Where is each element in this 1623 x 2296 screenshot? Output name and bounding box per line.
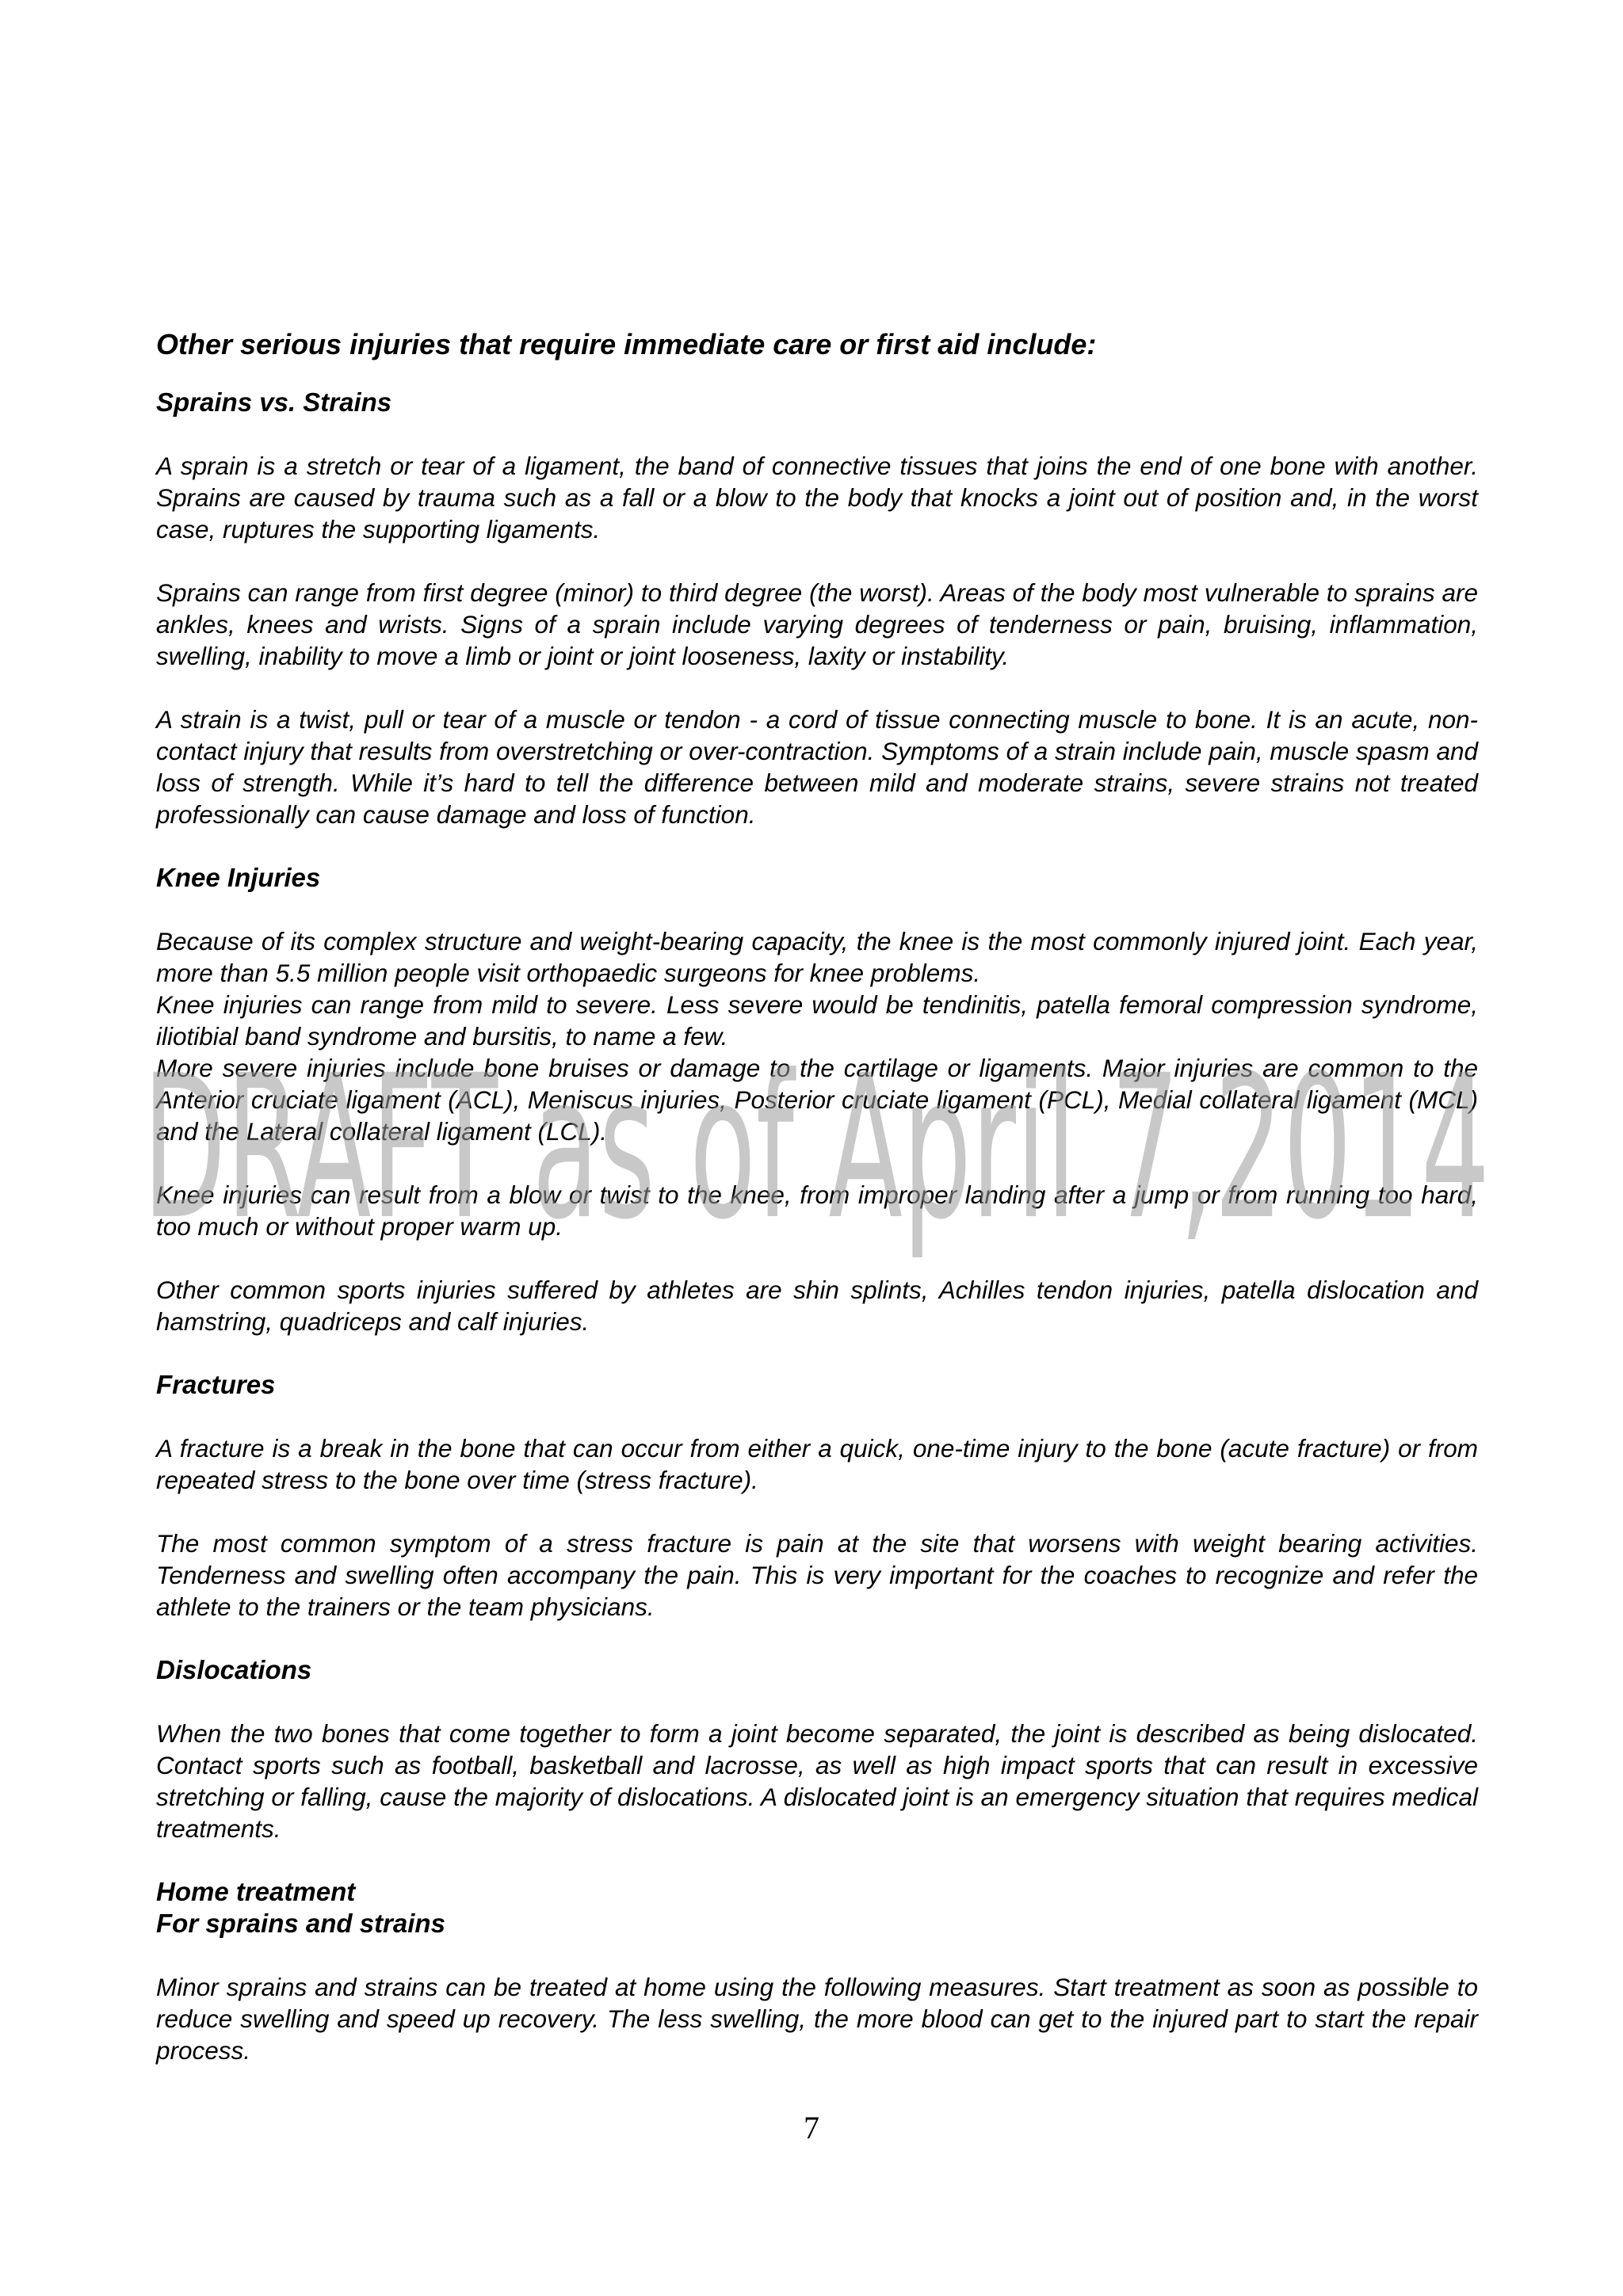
knee-injuries-heading: Knee Injuries	[156, 863, 321, 892]
knee-mild-severe-paragraph: Knee injuries can range from mild to severe. Less severe would be tendinitis, patella femoral compression syndrome, iliotibial band syndrome and bursitis, to name a few.	[156, 990, 1478, 1051]
sprains-strains-subheading: For sprains and strains	[156, 1909, 445, 1938]
other-injuries-paragraph: Other common sports injuries suffered by athletes are shin splints, Achilles tendon injuries, patella dislocation and hamstring, quadriceps and calf injuries.	[156, 1276, 1478, 1336]
sprains-strains-heading: Sprains vs. Strains	[156, 387, 392, 417]
dislocation-paragraph: When the two bones that come together to form a joint become separated, the joint is described as being dislocated. Contact sports such as football, basketball and lacrosse, as well as high impact sports that can result in excessive stretching or falling, cause the majority of dislocations. A dislocated joint is an emergency situation that requires medical treatments.	[156, 1719, 1478, 1843]
home-treatment-heading: Home treatment	[156, 1877, 356, 1906]
sprain-degrees-paragraph: Sprains can range from first degree (minor) to third degree (the worst). Areas of the body most vulnerable to sprains are ankles, knees and wrists. Signs of a sprain include varying degrees of tenderness or pain, bruising, inflammation, swelling, inability to move a limb or joint or joint looseness, laxity or instability.	[156, 578, 1478, 670]
knee-causes-paragraph: Knee injuries can result from a blow or twist to the knee, from improper landing after a jump or from running too hard, too much or without proper warm up.	[156, 1180, 1478, 1241]
sprain-definition-paragraph: A sprain is a stretch or tear of a ligament, the band of connective tissues that joins the end of one bone with another. Sprains are caused by trauma such as a fall or a blow to the body that knocks a joint out of position and, in the worst case, ruptures the supporting ligaments.	[156, 452, 1478, 543]
fracture-definition-paragraph: A fracture is a break in the bone that can occur from either a quick, one-time injury to the bone (acute fracture) or from repeated stress to the bone over time (stress fracture).	[156, 1434, 1478, 1494]
page-content	[156, 326, 1478, 2098]
draft-watermark-text: DRAFT as of April 7,2014	[143, 1032, 1490, 1263]
page-number: 7	[804, 2110, 819, 2145]
main-heading: Other serious injuries that require immediate care or first aid include:	[156, 328, 1097, 360]
knee-structure-paragraph: Because of its complex structure and weight-bearing capacity, the knee is the most commonly injured joint. Each year, more than 5.5 million people visit orthopaedic surgeons for knee problems.	[156, 927, 1478, 987]
stress-fracture-paragraph: The most common symptom of a stress fracture is pain at the site that worsens with weight bearing activities. Tenderness and swelling often accompany the pain. This is very important for the coaches to recognize and refer the athlete to the trainers or the team physicians.	[156, 1529, 1478, 1621]
strain-definition-paragraph: A strain is a twist, pull or tear of a muscle or tendon - a cord of tissue connecting muscle to bone. It is an acute, non-contact injury that results from overstretching or over-contraction. Symptoms of a strain include pain, muscle spasm and loss of strength. While it’s hard to tell the difference between mild and moderate strains, severe strains not treated professionally can cause damage and loss of function.	[156, 705, 1478, 829]
home-treatment-paragraph: Minor sprains and strains can be treated at home using the following measures. Start treatment as soon as possible to reduce swelling and speed up recovery. The less swelling, the more blood can get to the injured part to start the repair process.	[156, 1973, 1478, 2065]
fractures-heading: Fractures	[156, 1370, 276, 1399]
dislocations-heading: Dislocations	[156, 1655, 312, 1684]
knee-major-injuries-paragraph: More severe injuries include bone bruises or damage to the cartilage or ligaments. Major injuries are common to the Anterior cruciate ligament (ACL), Meniscus injuries, Posterior cruciate ligament (PCL), Medial collateral ligament (MCL) and the Lateral collateral ligament (LCL).	[156, 1054, 1478, 1146]
